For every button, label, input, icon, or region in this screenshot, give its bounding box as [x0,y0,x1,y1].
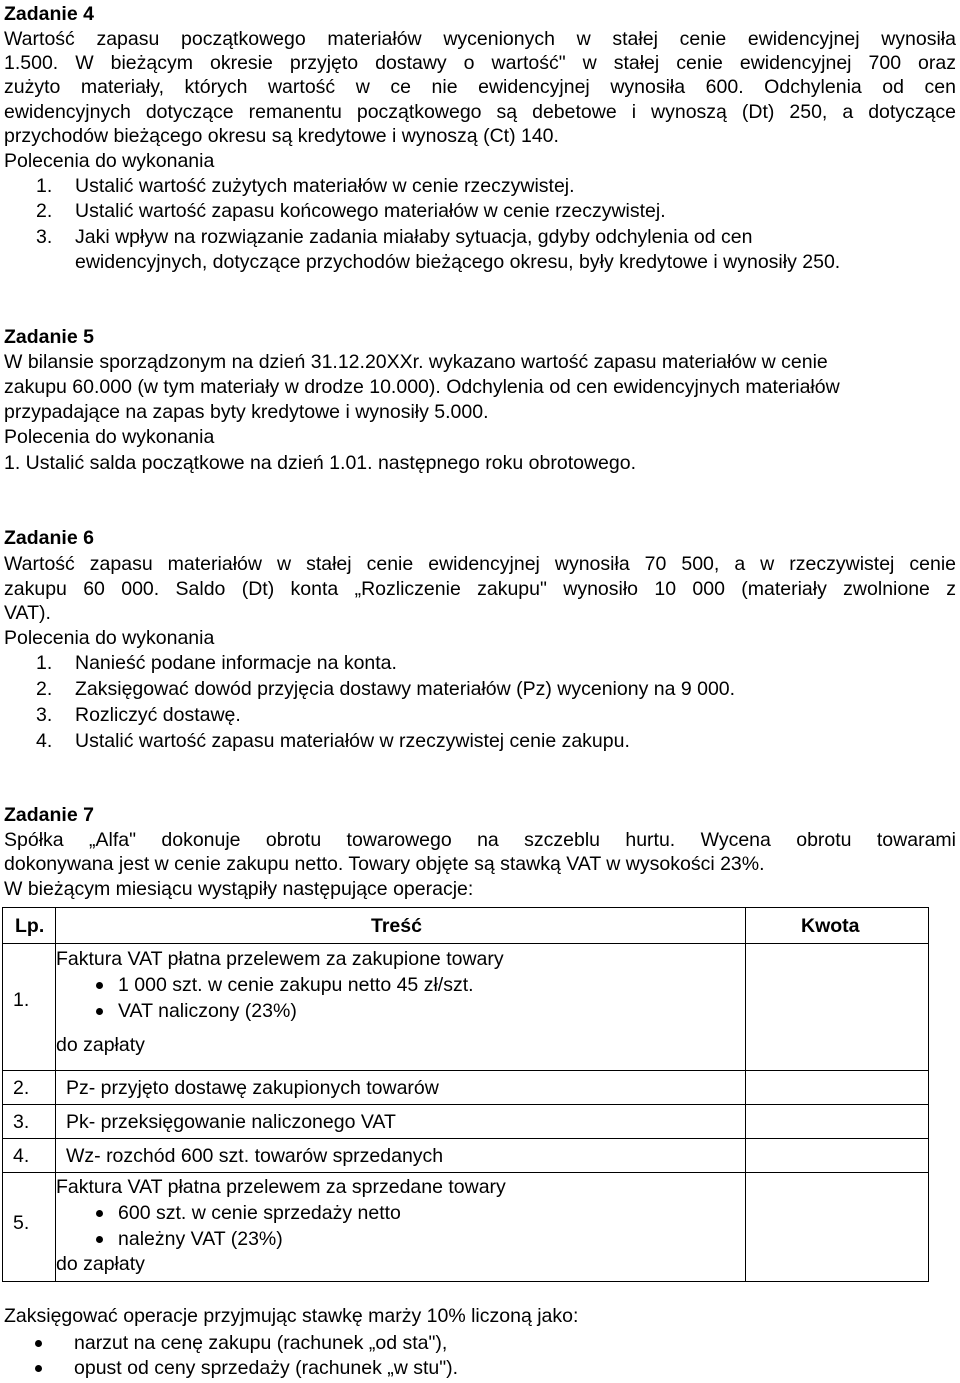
task-5-text-line: W bilansie sporządzonym na dzień 31.12.20XXr. wykazano wartość zapasu materiałów w cenie [4,351,828,373]
task-4-item-text: ewidencyjnych, dotyczące przychodów bieżącego okresu, były kredytowe i wynosiły 250. [75,251,841,273]
task-4-text-line: zużyto materiały, których wartość w ce nie ewidencyjnej wynosiła 600. Odchylenia od cen [4,76,956,98]
task-4-commands-label: Polecenia do wykonania [4,150,215,172]
row-text: do zapłaty [56,1253,145,1275]
bullet-item: 1 000 szt. w cenie zakupu netto 45 zł/szt. [56,973,745,997]
bullet-item: należny VAT (23%) [56,1227,745,1251]
task-6-item-number: 3. [36,704,53,726]
task-7-text-line: dokonywana jest w cenie zakupu netto. Towary objęte są stawką VAT w wysokości 23%. [4,853,765,875]
table-row [3,1071,929,1105]
task-5-text-line: przypadające na zapas byty kredytowe i wynosiły 5.000. [4,401,489,423]
task-6-item-number: 1. [36,652,53,674]
task-5-title: Zadanie 5 [4,326,94,348]
task-6-item-number: 4. [36,730,53,752]
task-7-text-line: Spółka „Alfa" dokonuje obrotu towarowego na szczeblu hurtu. Wycena obrotu towarami [4,829,956,851]
task-4-item-text: Ustalić wartość zużytych materiałów w cenie rzeczywistej. [75,175,575,197]
row-amount [746,1139,929,1173]
row-amount [746,1105,929,1139]
task-6-item-number: 2. [36,678,53,700]
header-lp: Lp. [3,908,56,944]
row-amount [746,1173,929,1282]
task-6-title: Zadanie 6 [4,527,94,549]
task-4-text-line: przychodów bieżącego okresu są kredytowe i wynoszą (Ct) 140. [4,125,559,147]
row-lp: 2. [3,1071,56,1105]
task-7-text-line: W bieżącym miesiącu wystąpiły następujące operacje: [4,878,474,900]
row-text: Pk- przeksięgowanie naliczonego VAT [56,1105,746,1139]
header-content: Treść [56,908,746,944]
row-lp: 3. [3,1105,56,1139]
row-text: do zapłaty [56,1034,145,1056]
operations-table [2,907,929,1282]
task-6-text-line: zakupu 60 000. Saldo (Dt) konta „Rozliczenie zakupu" wynosiło 10 000 (materiały zwolnione z [4,578,956,600]
row-lp: 1. [3,944,56,1071]
row-amount [746,1071,929,1105]
header-amount: Kwota [746,908,929,944]
task-4-title: Zadanie 4 [4,3,94,25]
task-4-text-line: Wartość zapasu początkowego materiałów wycenionych w stałej cenie ewidencyjnej wynosiła [4,28,956,50]
task-6-text-line: VAT). [4,602,51,624]
task-6-item-text: Ustalić wartość zapasu materiałów w rzeczywistej cenie zakupu. [75,730,630,752]
task-6-item-text: Rozliczyć dostawę. [75,704,241,726]
bullet-item: 600 szt. w cenie sprzedaży netto [56,1201,745,1225]
table-header-row [3,908,929,944]
task-4-item-number: 3. [36,226,53,248]
task-4-item-text: Jaki wpływ na rozwiązanie zadania miałaby sytuacja, gdyby odchylenia od cen [75,226,753,248]
row-amount [746,944,929,1071]
row-text: Wz- rozchód 600 szt. towarów sprzedanych [56,1139,746,1173]
task-6-item-text: Zaksięgować dowód przyjęcia dostawy materiałów (Pz) wyceniony na 9 000. [75,678,736,700]
table-row [3,1105,929,1139]
task-6-item-text: Nanieść podane informacje na konta. [75,652,397,674]
task-7-title: Zadanie 7 [4,804,94,826]
task-4-item-number: 2. [36,200,53,222]
task-4-text-line: 1.500. W bieżącym okresie przyjęto dostawy o wartość" w stałej cenie ewidencyjnej 700 oraz [4,52,956,74]
row-content [56,1173,746,1282]
task-4-item-text: Ustalić wartość zapasu końcowego materiałów w cenie rzeczywistej. [75,200,666,222]
table-row [3,1173,929,1282]
bullet-item: narzut na cenę zakupu (rachunek „od sta"), [74,1332,448,1354]
row-content [56,944,746,1071]
bullet-item: VAT naliczony (23%) [56,999,745,1023]
bullet-item: opust od ceny sprzedaży (rachunek „w stu"). [74,1357,459,1379]
row-lp: 4. [3,1139,56,1173]
row-text: Faktura VAT płatna przelewem za zakupione towary [56,948,504,970]
row-text: Faktura VAT płatna przelewem za sprzedane towary [56,1176,506,1198]
table-row [3,1139,929,1173]
task-7-instruction: Zaksięgować operacje przyjmując stawkę marży 10% liczoną jako: [4,1305,579,1327]
task-5-text-line: zakupu 60.000 (w tym materiały w drodze 10.000). Odchylenia od cen ewidencyjnych materiałów [4,376,840,398]
task-4-item-number: 1. [36,175,53,197]
row-text: Pz- przyjęto dostawę zakupionych towarów [56,1071,746,1105]
task-6-commands-label: Polecenia do wykonania [4,627,215,649]
table-row [3,944,929,1071]
task-5-commands-label: Polecenia do wykonania [4,426,215,448]
row-lp: 5. [3,1173,56,1282]
task-5-item: 1. Ustalić salda początkowe na dzień 1.01. następnego roku obrotowego. [4,452,636,474]
task-4-text-line: ewidencyjnych dotyczące remanentu początkowego są debetowe i wynoszą (Dt) 250, a dotyczące [4,101,956,123]
task-6-text-line: Wartość zapasu materiałów w stałej cenie ewidencyjnej wynosiła 70 500, a w rzeczywistej cenie [4,553,956,575]
